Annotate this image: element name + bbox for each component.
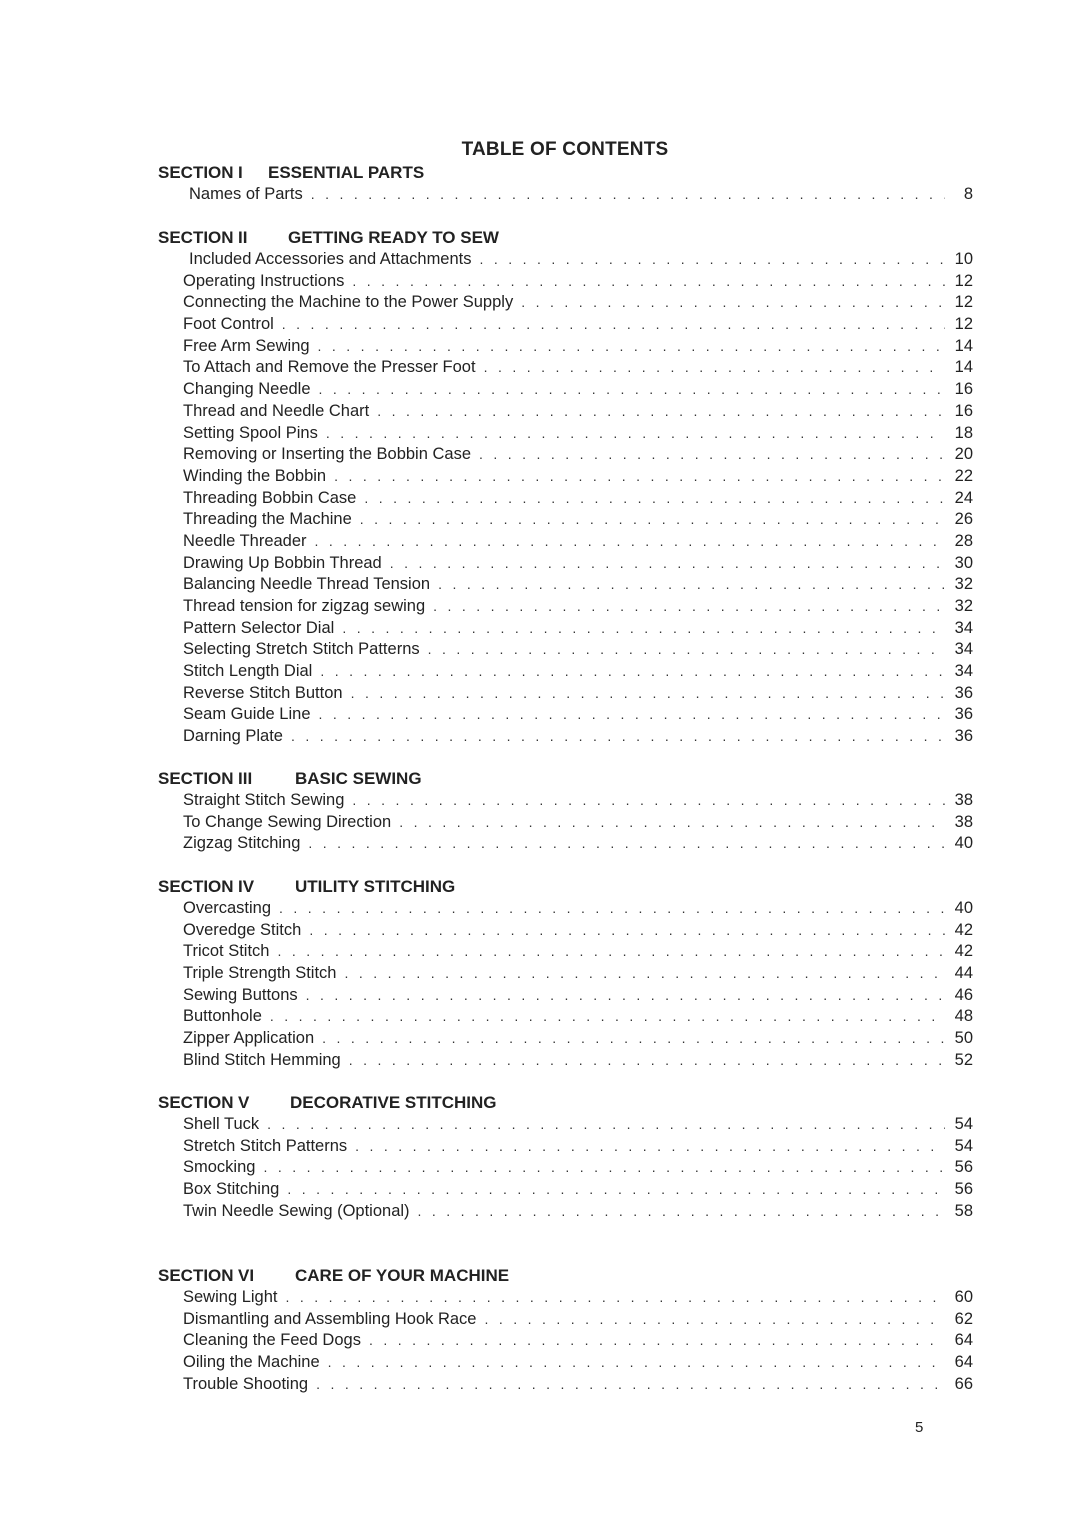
dot-leader — [308, 833, 945, 855]
section-heading — [158, 768, 973, 790]
toc-entry — [158, 1352, 973, 1374]
toc-entry — [158, 509, 973, 531]
dot-leader — [282, 314, 945, 336]
toc-entry-page: 34 — [954, 662, 973, 681]
toc-entry-page: 46 — [954, 985, 973, 1004]
toc-entry-label: Stretch Stitch Patterns — [183, 1136, 348, 1155]
section-label: SECTION — [158, 877, 234, 896]
toc-entry — [158, 1309, 973, 1331]
toc-entry-page: 38 — [954, 791, 973, 809]
dot-leader — [285, 1287, 945, 1309]
dot-leader — [355, 1136, 945, 1158]
section-label: SECTION — [158, 769, 234, 788]
dot-leader — [311, 184, 945, 206]
toc-entry-label: To Change Sewing Direction — [183, 812, 392, 831]
section-label: SECTION — [158, 228, 234, 247]
toc-entry-label: Zigzag Stitching — [183, 834, 301, 853]
toc-entry — [158, 790, 973, 812]
page-number: 5 — [915, 1419, 924, 1436]
toc-entry-page: 26 — [954, 510, 973, 529]
section-title: UTILITY STITCHING — [295, 877, 456, 896]
toc-entry-page: 34 — [954, 618, 973, 637]
section-number: III — [238, 769, 253, 788]
toc-entry-label: Darning Plate — [183, 727, 283, 746]
toc-entry — [158, 683, 973, 705]
toc-section — [158, 227, 973, 748]
toc-entry — [158, 1287, 973, 1309]
dot-leader — [521, 292, 945, 314]
toc-entry-label: Setting Spool Pins — [183, 423, 318, 442]
toc-entry-label: Tricot Stitch — [183, 942, 270, 961]
section-heading — [158, 1265, 973, 1287]
toc-entry — [158, 1330, 973, 1352]
toc-entry — [158, 423, 973, 445]
dot-leader — [377, 401, 945, 423]
toc-entry — [158, 336, 973, 358]
toc-entry-page: 40 — [954, 899, 973, 917]
toc-entry — [158, 898, 973, 920]
toc-entry-page: 32 — [954, 597, 973, 615]
dot-leader — [484, 1309, 945, 1331]
toc-entry-label: Threading Bobbin Case — [183, 488, 357, 507]
section-entries — [158, 184, 973, 206]
toc-entry-label: Overedge Stitch — [183, 920, 302, 939]
toc-entry-label: Removing or Inserting the Bobbin Case — [183, 445, 471, 464]
toc-entry — [158, 596, 973, 618]
toc-entry-label: Selecting Stretch Stitch Patterns — [183, 640, 420, 659]
toc-section — [158, 768, 973, 855]
toc-entry-page: 34 — [954, 640, 973, 659]
section-number: I — [238, 163, 243, 182]
toc-entry — [158, 1136, 973, 1158]
toc-entry-page: 18 — [954, 423, 973, 442]
toc-entry-label: Balancing Needle Thread Tension — [183, 575, 431, 594]
toc-entry-label: Oiling the Machine — [183, 1353, 320, 1372]
toc-entry-page: 66 — [954, 1374, 973, 1393]
toc-section — [158, 1265, 973, 1395]
toc-entry-page: 36 — [954, 683, 973, 702]
toc-entry-page: 38 — [954, 812, 973, 831]
toc-entry — [158, 488, 973, 510]
section-title: ESSENTIAL PARTS — [268, 163, 425, 182]
toc-entry-page: 28 — [954, 531, 973, 550]
dot-leader — [322, 1028, 945, 1050]
toc-entry — [158, 357, 973, 379]
section-label: SECTION — [158, 1266, 234, 1285]
toc-entry-page: 64 — [954, 1353, 973, 1372]
toc-entry-page: 60 — [954, 1288, 973, 1306]
toc-entry-page: 12 — [954, 293, 973, 312]
toc-entry-label: Thread and Needle Chart — [183, 401, 370, 420]
toc-entry — [158, 531, 973, 553]
section-label: SECTION — [158, 1093, 234, 1112]
toc-entry-label: Shell Tuck — [183, 1115, 260, 1133]
dot-leader — [352, 271, 945, 293]
toc-entry-page: 30 — [954, 553, 973, 572]
section-label: SECTION — [158, 163, 234, 182]
toc-entry-label: Cleaning the Feed Dogs — [183, 1331, 361, 1350]
toc-entry — [158, 618, 973, 640]
toc-entry-page: 42 — [954, 942, 973, 961]
toc-entry — [158, 941, 973, 963]
toc-entry-page: 16 — [954, 380, 973, 399]
toc-entry-label: Winding the Bobbin — [183, 466, 327, 485]
toc-entry-page: 54 — [954, 1136, 973, 1155]
toc-entry — [158, 1114, 973, 1136]
section-title: DECORATIVE STITCHING — [290, 1093, 497, 1112]
toc-entry — [158, 401, 973, 423]
dot-leader — [433, 596, 945, 618]
dot-leader — [351, 683, 945, 705]
toc-entry-page: 54 — [954, 1115, 973, 1133]
dot-leader — [279, 898, 945, 920]
dot-leader — [319, 379, 945, 401]
section-number: VI — [238, 1266, 255, 1285]
toc-entry — [158, 1006, 973, 1028]
toc-entry — [158, 639, 973, 661]
toc-entry-page: 36 — [954, 727, 973, 746]
toc-entry-label: Box Stitching — [183, 1180, 280, 1199]
toc-entry-label: To Attach and Remove the Presser Foot — [183, 358, 476, 377]
toc-entry — [158, 184, 973, 206]
toc-entry-page: 44 — [954, 964, 973, 983]
toc-entry — [158, 553, 973, 575]
toc-entry — [158, 292, 973, 314]
dot-leader — [328, 1352, 945, 1374]
toc-entry — [158, 444, 973, 466]
toc-entry-page: 22 — [954, 466, 973, 485]
dot-leader — [349, 1050, 945, 1072]
section-title: CARE OF YOUR MACHINE — [295, 1266, 510, 1285]
toc-entry-label: Zipper Application — [183, 1029, 315, 1048]
dot-leader — [309, 920, 945, 942]
dot-leader — [438, 574, 945, 596]
toc-entry-page: 62 — [954, 1309, 973, 1328]
dot-leader — [342, 618, 945, 640]
dot-leader — [306, 985, 945, 1007]
dot-leader — [360, 509, 945, 531]
toc-entry-page: 56 — [954, 1158, 973, 1177]
toc-entry-label: Seam Guide Line — [183, 705, 311, 724]
toc-entry-label: Operating Instructions — [183, 271, 345, 290]
toc-entry — [158, 920, 973, 942]
toc-entry-page: 24 — [954, 488, 973, 507]
toc-entry-label: Reverse Stitch Button — [183, 683, 343, 702]
section-title: BASIC SEWING — [295, 769, 422, 788]
toc-entry — [158, 466, 973, 488]
dot-leader — [428, 639, 945, 661]
dot-leader — [263, 1157, 945, 1179]
section-entries — [158, 249, 973, 748]
toc-entry-label: Needle Threader — [183, 531, 307, 550]
toc-entry-label: Included Accessories and Attachments — [189, 250, 472, 268]
toc-entry — [158, 812, 973, 834]
toc-entry — [158, 726, 973, 748]
toc-entry — [158, 1028, 973, 1050]
section-title: GETTING READY TO SEW — [288, 228, 499, 247]
toc-entry-label: Foot Control — [183, 315, 274, 334]
section-entries — [158, 790, 973, 855]
toc-entry-label: Stitch Length Dial — [183, 662, 313, 681]
toc-entry-page: 10 — [954, 250, 973, 268]
section-number: II — [238, 228, 248, 247]
toc-entry-label: Threading the Machine — [183, 510, 352, 529]
dot-leader — [344, 963, 945, 985]
toc-entry-page: 50 — [954, 1029, 973, 1048]
toc-section — [158, 876, 973, 1072]
dot-leader — [480, 249, 946, 271]
toc-entry — [158, 379, 973, 401]
toc-entry — [158, 314, 973, 336]
toc-entry-label: Triple Strength Stitch — [183, 964, 337, 983]
toc-entry-label: Sewing Buttons — [183, 985, 298, 1004]
toc-entry — [158, 985, 973, 1007]
toc-entry-page: 32 — [954, 575, 973, 594]
dot-leader — [315, 531, 945, 553]
toc-entry-page: 36 — [954, 705, 973, 724]
section-entries — [158, 1114, 973, 1222]
toc-entry-page: 14 — [954, 336, 973, 355]
dot-leader — [287, 1179, 945, 1201]
toc-entry — [158, 1050, 973, 1072]
toc-entry — [158, 661, 973, 683]
dot-leader — [291, 726, 945, 748]
toc-entry-page: 58 — [954, 1201, 973, 1220]
dot-leader — [390, 553, 945, 575]
dot-leader — [267, 1114, 945, 1136]
toc-entry-page: 52 — [954, 1050, 973, 1069]
toc-entry-page: 16 — [954, 401, 973, 420]
section-heading — [158, 162, 973, 184]
dot-leader — [318, 336, 945, 358]
toc-entry — [158, 963, 973, 985]
dot-leader — [320, 661, 945, 683]
toc-entry-label: Drawing Up Bobbin Thread — [183, 553, 382, 572]
toc-entry-page: 14 — [954, 358, 973, 377]
toc-entry — [158, 1201, 973, 1223]
dot-leader — [352, 790, 945, 812]
toc-entry-label: Changing Needle — [183, 380, 311, 399]
dot-leader — [316, 1374, 945, 1396]
toc-entry — [158, 1179, 973, 1201]
toc-entry-label: Straight Stitch Sewing — [183, 791, 345, 809]
toc-entry-label: Thread tension for zigzag sewing — [183, 597, 426, 615]
toc-entry-label: Trouble Shooting — [183, 1374, 309, 1393]
section-entries — [158, 898, 973, 1072]
section-heading — [158, 1092, 973, 1114]
section-number: IV — [238, 877, 255, 896]
toc-entry-label: Blind Stitch Hemming — [183, 1050, 341, 1069]
dot-leader — [479, 444, 945, 466]
toc-entry-page: 48 — [954, 1007, 973, 1026]
dot-leader — [278, 941, 946, 963]
toc-entry — [158, 704, 973, 726]
dot-leader — [270, 1006, 945, 1028]
toc-entry — [158, 249, 973, 271]
toc-entry-page: 64 — [954, 1331, 973, 1350]
dot-leader — [399, 812, 945, 834]
toc-section — [158, 162, 973, 206]
toc-entry-label: Smocking — [183, 1158, 256, 1177]
toc-entry-page: 56 — [954, 1180, 973, 1199]
toc-entry-page: 40 — [954, 834, 973, 853]
toc-entry — [158, 574, 973, 596]
toc-entry — [158, 1157, 973, 1179]
toc-entry-label: Free Arm Sewing — [183, 336, 310, 355]
toc-entry — [158, 271, 973, 293]
toc-entry-label: Twin Needle Sewing (Optional) — [183, 1201, 410, 1220]
toc-entry-label: Buttonhole — [183, 1007, 262, 1026]
section-heading — [158, 876, 973, 898]
toc-entry-label: Connecting the Machine to the Power Supply — [183, 293, 514, 312]
toc-entry-page: 12 — [954, 315, 973, 334]
toc-entry-page: 20 — [954, 445, 973, 464]
toc-entry-page: 12 — [954, 271, 973, 290]
toc-entry-label: Overcasting — [183, 899, 272, 917]
toc-entry-page: 42 — [954, 920, 973, 939]
toc-entry-label: Pattern Selector Dial — [183, 618, 335, 637]
dot-leader — [326, 423, 945, 445]
toc-entry-label: Dismantling and Assembling Hook Race — [183, 1309, 477, 1328]
section-entries — [158, 1287, 973, 1395]
toc-entry-page: 8 — [963, 185, 973, 203]
dot-leader — [484, 357, 945, 379]
toc-entry-label: Sewing Light — [183, 1288, 278, 1306]
toc-entry — [158, 1374, 973, 1396]
dot-leader — [418, 1201, 945, 1223]
toc-entry — [158, 833, 973, 855]
toc-section — [158, 1092, 973, 1222]
page-title: TABLE OF CONTENTS — [461, 139, 669, 160]
section-number: V — [238, 1093, 250, 1112]
dot-leader — [319, 704, 946, 726]
section-heading — [158, 227, 973, 249]
dot-leader — [369, 1330, 945, 1352]
toc-entry-label: Names of Parts — [189, 185, 303, 203]
dot-leader — [334, 466, 945, 488]
dot-leader — [364, 488, 945, 510]
